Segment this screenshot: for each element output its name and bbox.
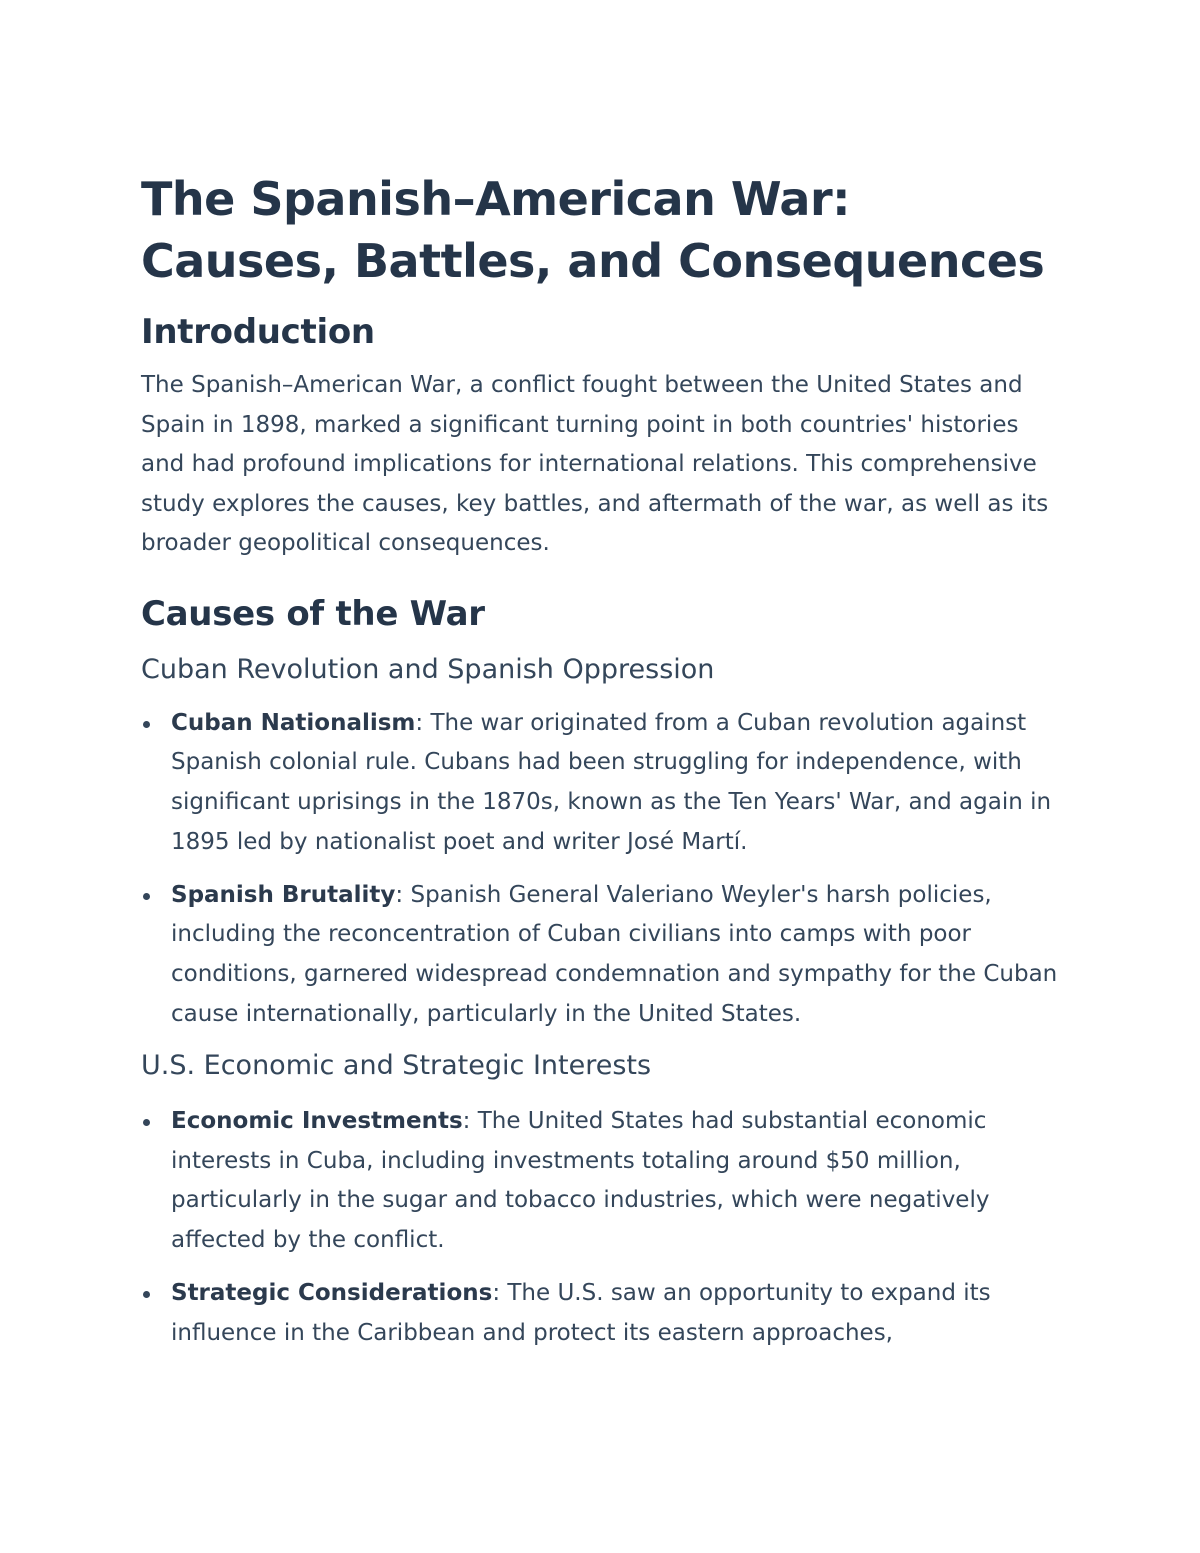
bullet-icon (143, 1291, 150, 1298)
bullet-list-cuban (141, 704, 1061, 1035)
bullet-icon (143, 721, 150, 728)
list-item-text: : The United States had substantial economic interests in Cuba, including investments totaling around $50 million, particularly in the sugar and tobacco industries, which were negatively affected by the conflict. (171, 1107, 990, 1254)
list-item-text: : The war originated from a Cuban revolution against Spanish colonial rule. Cubans had been struggling for independence, with significant uprisings in the 1870s, known as the Ten Years' War, and again in 1895 led by nationalist poet and writer José Martí. (171, 709, 1052, 855)
bullet-icon (143, 893, 150, 900)
list-item-term: Strategic Considerations (171, 1280, 493, 1307)
bullet-icon (143, 1119, 150, 1126)
introduction-paragraph: The Spanish–American War, a conflict fought between the United States and Spain in 1898, marked a significant turning point in both countries' histories and had profound implications for international relations. This comprehensive study explores the causes, key battles, and aftermath of the war, as well as its broader geopolitical consequences. (141, 372, 1049, 556)
subsection-heading-cuban-revolution: Cuban Revolution and Spanish Oppression (141, 653, 715, 685)
list-item-term: Economic Investments (171, 1107, 463, 1134)
document-title: The Spanish–American War: Causes, Battles, and Consequences (141, 172, 1045, 288)
section-heading-causes: Causes of the War (141, 593, 485, 634)
document-page (141, 168, 1061, 1367)
list-item (141, 876, 1061, 1035)
list-item-text: : Spanish General Valeriano Weyler's harsh policies, including the reconcentration of Cuban civilians into camps with poor conditions, garnered widespread condemnation and sympathy for the Cuban cause internationally, particularly in the United States. (171, 881, 1058, 1028)
list-item (141, 1274, 1061, 1354)
subsection-heading-us-interests: U.S. Economic and Strategic Interests (141, 1049, 652, 1081)
list-item-term: Cuban Nationalism (171, 709, 416, 736)
bullet-list-us-interests (141, 1102, 1061, 1354)
list-item (141, 1102, 1061, 1261)
list-item-text: : The U.S. saw an opportunity to expand its influence in the Caribbean and protect its eastern approaches, (171, 1280, 991, 1346)
list-item-term: Spanish Brutality (171, 881, 396, 908)
section-heading-introduction: Introduction (141, 312, 375, 352)
list-item (141, 704, 1061, 863)
